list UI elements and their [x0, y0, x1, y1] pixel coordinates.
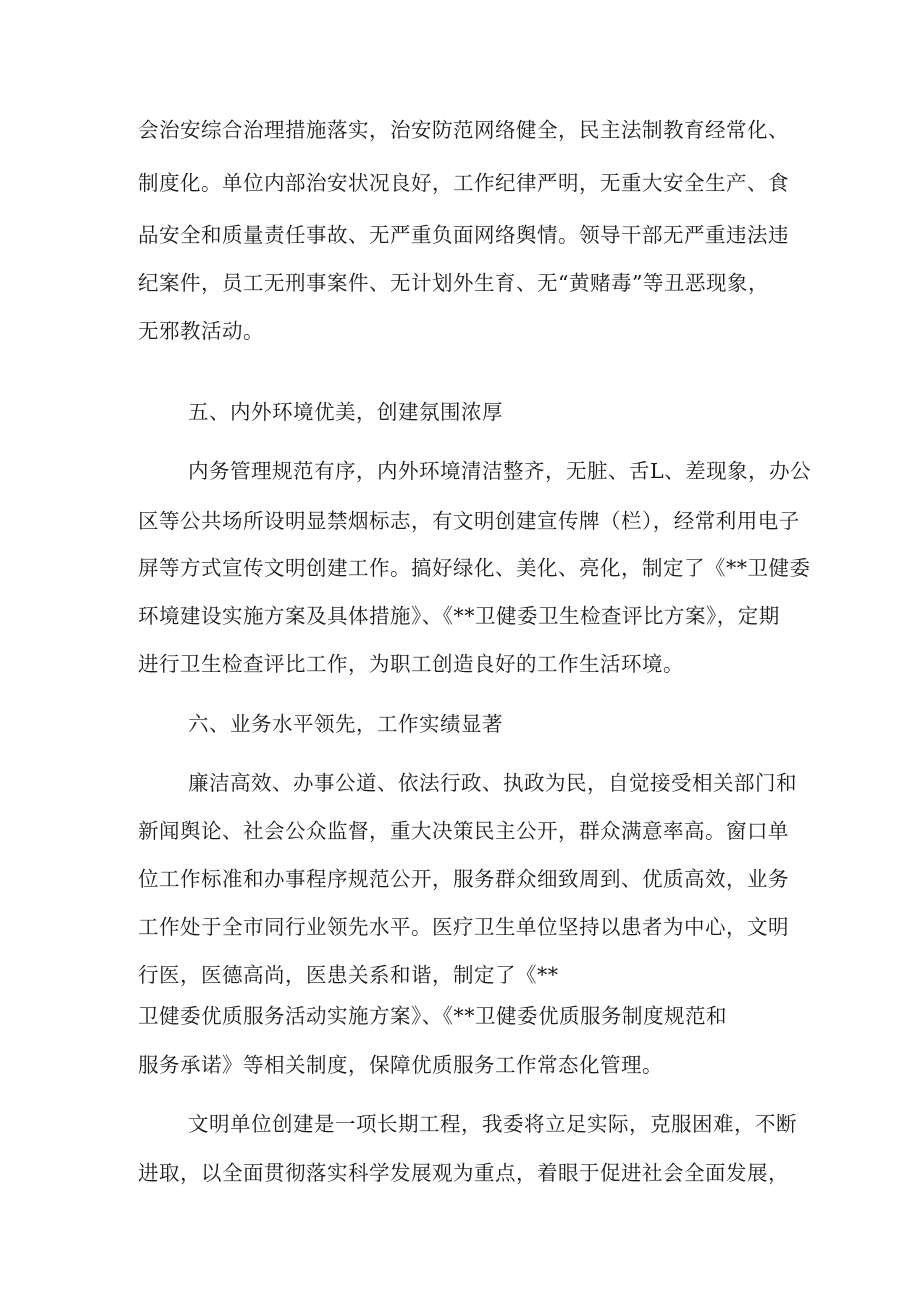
text-line: 文明单位创建是一项长期工程，我委将立足实际，克服困难，不断: [188, 1112, 797, 1136]
text-line: 行医，医德高尚，医患关系和谐，制定了《**: [138, 963, 559, 987]
section-heading: 五、内外环境优美，创建氛围浓厚: [188, 400, 503, 424]
text-line: 内务管理规范有序，内外环境清洁整齐，无脏、舌L、差现象，办公: [188, 459, 812, 483]
text-line: 品安全和质量责任事故、无严重负面网络舆情。领导干部无严重违法违: [138, 223, 789, 247]
text-line: 进取，以全面贯彻落实科学发展观为重点，着眼于促进社会全面发展，: [138, 1161, 789, 1185]
text-line: 廉洁高效、办事公道、依法行政、执政为民，自觉接受相关部门和: [188, 771, 797, 795]
text-line: 区等公共场所设明显禁烟标志，有文明创建宣传牌（栏），经常利用电子: [138, 509, 800, 533]
text-line: 屏等方式宣传文明创建工作。搞好绿化、美化、亮化，制定了《**卫健委: [138, 556, 811, 580]
text-line: 环境建设实施方案及具体措施》、《**卫健委卫生检查评比方案》，定期: [138, 604, 780, 628]
text-line: 制度化。单位内部治安状况良好，工作纪律严明，无重大安全生产、食: [138, 171, 789, 195]
text-line: 位工作标准和办事程序规范公开，服务群众细致周到、优质高效，业务: [138, 867, 789, 891]
text-line: 卫健委优质服务活动实施方案》、《**卫健委优质服务制度规范和: [138, 1004, 727, 1028]
section-heading: 六、业务水平领先，工作实绩显著: [188, 712, 503, 736]
text-line: 服务承诺》等相关制度，保障优质服务工作常态化管理。: [138, 1053, 663, 1077]
text-line: 进行卫生检查评比工作，为职工创造良好的工作生活环境。: [138, 652, 684, 676]
text-line: 新闻舆论、社会公众监督，重大决策民主公开，群众满意率高。窗口单: [138, 819, 789, 843]
text-line: 会治安综合治理措施落实，治安防范网络健全，民主法制教育经常化、: [138, 118, 789, 142]
text-line: 纪案件，员工无刑事案件、无计划外生育、无“黄赌毒”等丑恶现象，: [138, 271, 769, 295]
text-line: 无邪教活动。: [138, 319, 264, 343]
text-line: 工作处于全市同行业领先水平。医疗卫生单位坚持以患者为中心，文明: [138, 915, 789, 939]
